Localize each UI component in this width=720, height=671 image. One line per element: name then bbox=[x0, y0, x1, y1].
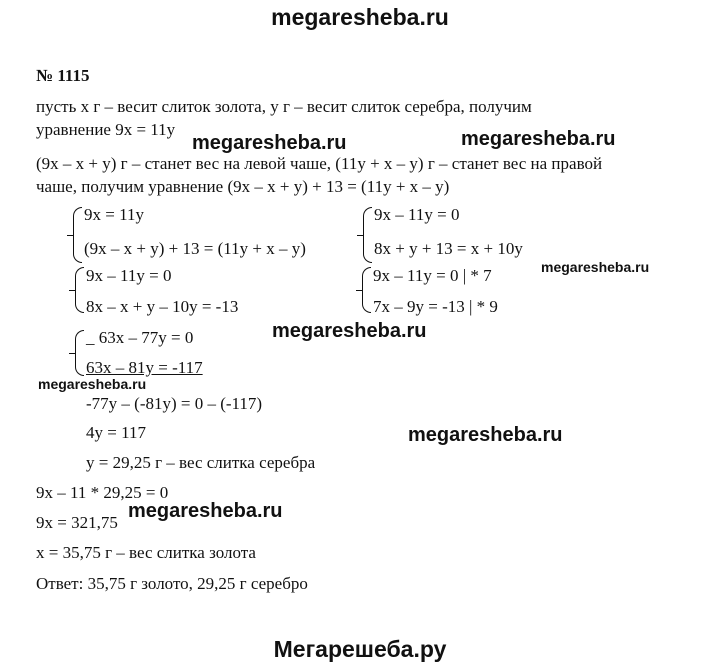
system-5-eq-1: _ 63х – 77у = 0 bbox=[86, 328, 194, 347]
problem-text-line-1: пусть х г – весит слиток золота, у г – весит слиток серебра, получим bbox=[36, 97, 532, 116]
system-brace bbox=[75, 330, 84, 376]
watermark-small: megaresheba.ru bbox=[38, 376, 147, 392]
solution-step-4: 9х – 11 * 29,25 = 0 bbox=[36, 483, 169, 502]
system-1-eq-2: (9х – х + у) + 13 = (11у + х – у) bbox=[84, 239, 306, 258]
watermark-top: megaresheba.ru bbox=[271, 4, 449, 30]
system-2-eq-2: 8х + у + 13 = х + 10у bbox=[374, 239, 523, 258]
watermark-bottom: Мегарешеба.ру bbox=[273, 636, 447, 662]
watermark: megaresheba.ru bbox=[192, 132, 347, 154]
system-3-eq-1: 9х – 11у = 0 bbox=[86, 266, 172, 285]
answer: Ответ: 35,75 г золото, 29,25 г серебро bbox=[36, 574, 308, 593]
problem-text-line-3: (9х – х + у) г – станет вес на левой чаше, (11у + х – у) г – станет вес на правой bbox=[36, 154, 603, 173]
solution-step-5: 9х = 321,75 bbox=[36, 513, 118, 532]
system-2-eq-1: 9х – 11у = 0 bbox=[374, 205, 460, 224]
watermark-small: megaresheba.ru bbox=[541, 259, 650, 275]
problem-text-line-4: чаше, получим уравнение (9х – х + у) + 13 = (11у + х – у) bbox=[36, 177, 450, 196]
problem-text-line-2: уравнение 9х = 11у bbox=[36, 120, 176, 139]
system-1-eq-1: 9х = 11у bbox=[84, 205, 144, 224]
watermark: megaresheba.ru bbox=[408, 424, 563, 446]
problem-number: № 1115 bbox=[36, 66, 90, 85]
system-3-eq-2: 8х – х + у – 10у = -13 bbox=[86, 297, 239, 316]
watermark: megaresheba.ru bbox=[461, 128, 616, 150]
solution-step-6: х = 35,75 г – вес слитка золота bbox=[36, 543, 256, 562]
solution-step-1: -77у – (-81у) = 0 – (-117) bbox=[86, 394, 263, 413]
watermark: megaresheba.ru bbox=[272, 320, 427, 342]
system-4-eq-2: 7х – 9у = -13 | * 9 bbox=[373, 297, 498, 316]
system-4-eq-1: 9х – 11у = 0 | * 7 bbox=[373, 266, 492, 285]
solution-step-3: у = 29,25 г – вес слитка серебра bbox=[86, 453, 316, 472]
watermark: megaresheba.ru bbox=[128, 500, 283, 522]
system-5-eq-2: 63х – 81у = -117 bbox=[86, 358, 203, 377]
system-brace bbox=[362, 267, 371, 313]
system-brace bbox=[73, 207, 82, 263]
system-brace bbox=[363, 207, 372, 263]
solution-step-2: 4у = 117 bbox=[86, 423, 146, 442]
system-brace bbox=[75, 267, 84, 313]
